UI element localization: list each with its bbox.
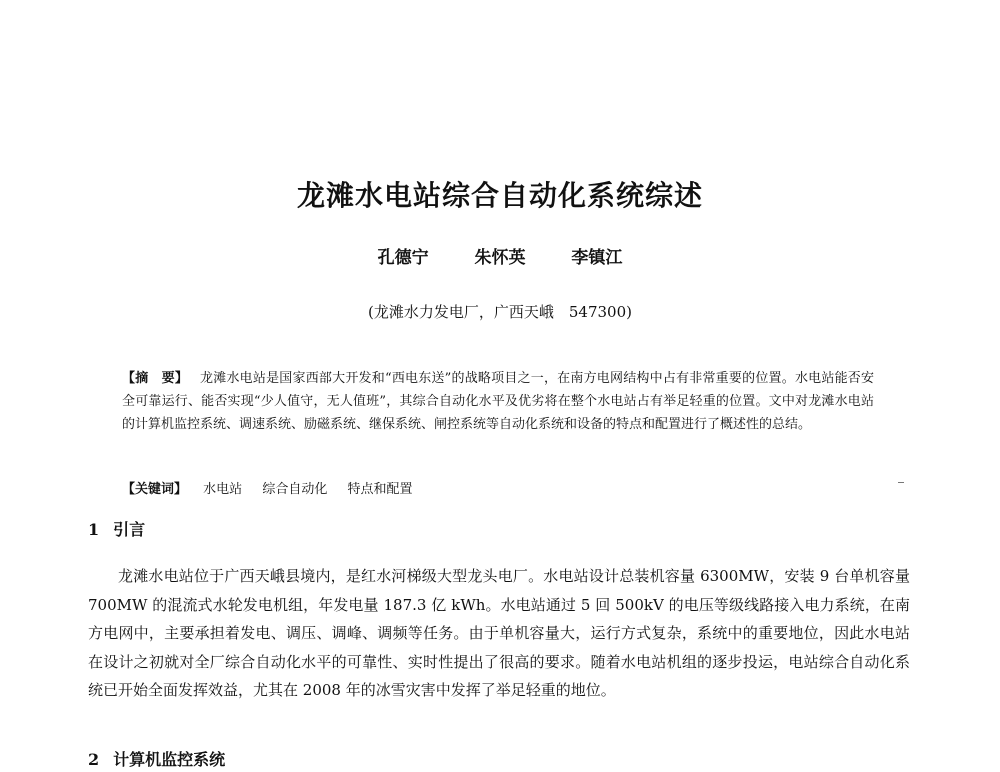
margin-mark: [898, 482, 904, 483]
keyword: 综合自动化: [262, 482, 328, 497]
introduction-paragraph: 龙滩水电站位于广西天峨县境内，是红水河梯级大型龙头电厂。水电站设计总装机容量 6300MW，安装 9 台单机容量 700MW 的混流式水轮发电机组，年发电量 187.3 亿 kWh。水电站通过 5 回 500kV 的电压等级线路接入电力系统，在南方电网中，主要承担着发电、调压、调峰、调频等任务。由于单机容量大，运行方式复杂，系统中的重要地位，因此水电站在设计之初就对全厂综合自动化水平的可靠性、实时性提出了很高的要求。随着水电站机组的逐步投运，电站综合自动化系统已开始全面发挥效益，尤其在 2008 年的冰雪灾害中发挥了举足轻重的地位。: [88, 567, 910, 699]
section-number: 2: [88, 750, 100, 769]
keywords-block: [122, 478, 874, 501]
section-title: 计算机监控系统: [113, 750, 226, 769]
author-affiliation: (龙滩水力发电厂，广西天峨 547300): [368, 303, 632, 321]
author-name: 孔德宁: [377, 248, 429, 268]
keyword: 水电站: [203, 482, 243, 497]
abstract-block: [122, 367, 874, 436]
section-number: 1: [88, 520, 100, 539]
section-title: 引言: [113, 520, 146, 539]
author-name: 李镇江: [571, 248, 623, 268]
author-name: 朱怀英: [474, 248, 526, 268]
section-heading-monitoring-system: [88, 748, 225, 772]
abstract-text: 龙滩水电站是国家西部大开发和“西电东送”的战略项目之一，在南方电网结构中占有非常重要的位置。水电站能否安全可靠运行、能否实现“少人值守，无人值班”，其综合自动化水平及优劣将在整个水电站占有举足轻重的位置。文中对龙滩水电站的计算机监控系统、调速系统、励磁系统、继保系统、闸控系统等自动化系统和设备的特点和配置进行了概述性的总结。: [122, 371, 874, 432]
paper-title: 龙滩水电站综合自动化系统综述: [296, 179, 703, 212]
keyword: 特点和配置: [347, 482, 413, 497]
section-heading-introduction: [88, 518, 145, 542]
author-list: [0, 246, 1000, 270]
keywords-label: 【关键词】: [122, 482, 188, 497]
abstract-label: 【摘 要】: [122, 371, 189, 386]
